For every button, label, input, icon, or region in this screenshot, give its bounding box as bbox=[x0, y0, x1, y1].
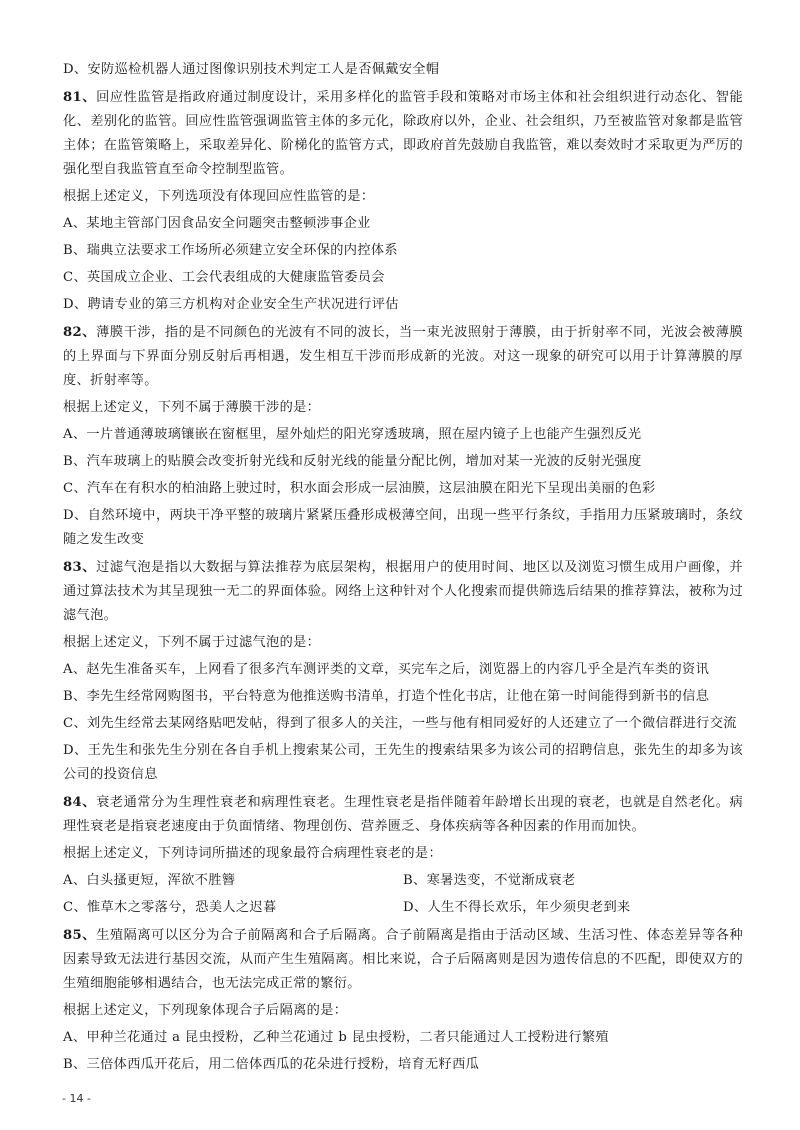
question-81-prompt: 根据上述定义，下列选项没有体现回应性监管的是： bbox=[63, 189, 375, 204]
page-content bbox=[63, 58, 743, 1077]
question-number: 82、 bbox=[63, 325, 97, 340]
definition-text: 回应性监管是指政府通过制度设计，采用多样化的监管手段和策略对市场主体和社会组织进行动态化、智能化、差别化的监管。回应性监管强调监管主体的多元化，除政府以外，企业、社会组织，乃至被监管对象都是监管主体；在监管策略上，采取差异化、阶梯化的监管方式，即政府首先鼓励自我监管，难以奏效时才采取更为严厉的强化型自我监管直至命令控制型监管。 bbox=[63, 90, 743, 177]
question-84-options bbox=[63, 869, 743, 920]
question-84-option-d: D、人生不得长欢乐，年少须臾老到来 bbox=[403, 900, 631, 915]
definition-text: 过滤气泡是指以大数据与算法推荐为底层架构，根据用户的使用时间、地区以及浏览习惯生成用户画像，并通过算法技术为其呈现独一无二的界面体验。网络上这种针对个人化搜索而提供筛选后结果的推荐算法，被称为过滤气泡。 bbox=[63, 560, 743, 623]
question-82-option-c: C、汽车在有积水的柏油路上驶过时，积水面会形成一层油膜，这层油膜在阳光下呈现出美丽的色彩 bbox=[63, 481, 656, 496]
definition-text: 薄膜干涉，指的是不同颜色的光波有不同的波长，当一束光波照射于薄膜，由于折射率不同，光波会被薄膜的上界面与下界面分别反射后再相遇，发生相互干涉而形成新的光波。对这一现象的研究可以用于计算薄膜的厚度、折射率等。 bbox=[63, 325, 743, 388]
question-number: 84、 bbox=[63, 795, 97, 810]
page-number: - 14 - bbox=[62, 1092, 91, 1105]
question-84-option-c: C、惟草木之零落兮，恐美人之迟暮 bbox=[63, 900, 277, 915]
question-82-definition bbox=[63, 321, 743, 393]
definition-text: 衰老通常分为生理性衰老和病理性衰老。生理性衰老是指伴随着年龄增长出现的衰老，也就是自然老化。病理性衰老是指衰老速度由于负面情绪、物理创伤、营养匮乏、身体疾病等各种因素的作用而加快。 bbox=[63, 795, 743, 834]
question-number: 85、 bbox=[63, 928, 97, 943]
question-83-definition bbox=[63, 556, 743, 628]
question-85-option-b: B、三倍体西瓜开花后，用二倍体西瓜的花朵进行授粉，培育无籽西瓜 bbox=[63, 1057, 480, 1072]
question-82-option-b: B、汽车玻璃上的贴膜会改变折射光线和反射光线的能量分配比例，增加对某一光波的反射光强度 bbox=[63, 454, 642, 469]
question-83-prompt: 根据上述定义，下列不属于过滤气泡的是： bbox=[63, 635, 321, 650]
prev-question-option-d: D、安防巡检机器人通过图像识别技术判定工人是否佩戴安全帽 bbox=[63, 62, 440, 77]
question-83-option-a: A、赵先生准备买车，上网看了很多汽车测评类的文章，买完车之后，浏览器上的内容几乎全是汽车类的资讯 bbox=[63, 662, 710, 677]
question-84-option-b: B、寒暑迭变，不觉渐成衰老 bbox=[403, 873, 576, 888]
question-81-option-a: A、某地主管部门因食品安全问题突击整顿涉事企业 bbox=[63, 216, 371, 231]
question-84-prompt: 根据上述定义，下列诗词所描述的现象最符合病理性衰老的是： bbox=[63, 846, 443, 861]
question-82-option-a: A、一片普通薄玻璃镶嵌在窗框里，屋外灿烂的阳光穿透玻璃，照在屋内镜子上也能产生强烈反光 bbox=[63, 427, 642, 442]
question-81-option-b: B、瑞典立法要求工作场所必须建立安全环保的内控体系 bbox=[63, 243, 398, 258]
question-83-option-b: B、李先生经常网购图书，平台特意为他推送购书清单，打造个性化书店，让他在第一时间能得到新书的信息 bbox=[63, 689, 710, 704]
definition-text: 生殖隔离可以区分为合子前隔离和合子后隔离。合子前隔离是指由于活动区域、生活习性、体态差异等各种因素导致无法进行基因交流，从而产生生殖隔离。相比来说，合子后隔离则是因为遗传信息的不匹配，即使双方的生殖细胞能够相遇结合，也无法完成正常的繁衍。 bbox=[63, 928, 743, 991]
question-82-option-d: D、自然环境中，两块干净平整的玻璃片紧紧压叠形成极薄空间，出现一些平行条纹，手指用力压紧玻璃时，条纹随之发生改变 bbox=[63, 508, 743, 547]
question-85-definition bbox=[63, 924, 743, 996]
question-84-option-a: A、白头搔更短，浑欲不胜簪 bbox=[63, 873, 236, 888]
question-number: 81、 bbox=[63, 90, 97, 105]
question-84-definition bbox=[63, 791, 743, 839]
question-81-option-d: D、聘请专业的第三方机构对企业安全生产状况进行评估 bbox=[63, 297, 399, 312]
question-81-definition bbox=[63, 86, 743, 182]
question-85-prompt: 根据上述定义，下列现象体现合子后隔离的是： bbox=[63, 1003, 348, 1018]
question-number: 83、 bbox=[63, 560, 97, 575]
question-83-option-d: D、王先生和张先生分别在各自手机上搜索某公司，王先生的搜索结果多为该公司的招聘信息，张先生的却多为该公司的投资信息 bbox=[63, 743, 743, 782]
question-82-prompt: 根据上述定义，下列不属于薄膜干涉的是： bbox=[63, 400, 321, 415]
question-85-option-a: A、甲种兰花通过 a 昆虫授粉，乙种兰花通过 b 昆虫授粉，二者只能通过人工授粉进行繁殖 bbox=[63, 1030, 609, 1045]
question-83-option-c: C、刘先生经常去某网络贴吧发帖，得到了很多人的关注，一些与他有相同爱好的人还建立了一个微信群进行交流 bbox=[63, 716, 737, 731]
question-81-option-c: C、英国成立企业、工会代表组成的大健康监管委员会 bbox=[63, 270, 385, 285]
